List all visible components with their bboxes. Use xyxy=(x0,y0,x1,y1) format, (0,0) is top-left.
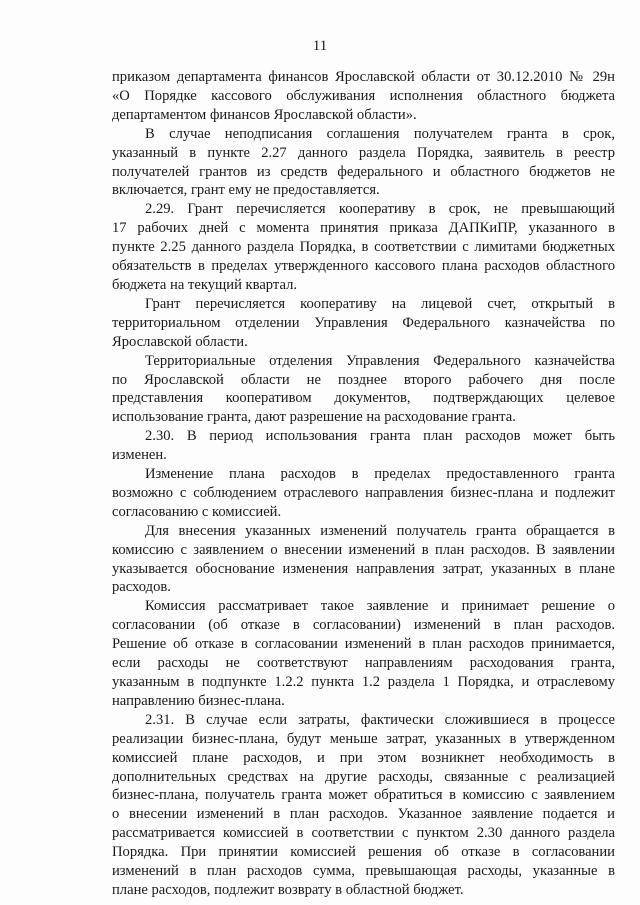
text-line: Комиссия рассматривает такое заявление и принимает решение о xyxy=(145,598,615,615)
text-line: изменен. xyxy=(112,447,167,464)
text-line: изменений в план расходов сумма, превышающая расходы, указанные в xyxy=(112,863,615,880)
document-body xyxy=(112,68,615,900)
paragraph xyxy=(112,597,615,710)
paragraph xyxy=(112,125,615,201)
text-line: 17 рабочих дней с момента принятия приказа ДАПКиПР, указанного в xyxy=(112,220,615,237)
paragraph xyxy=(112,200,615,295)
text-line: Ярославской области. xyxy=(112,333,248,350)
text-line: указанным в подпункте 1.2.2 пункта 1.2 раздела 1 Порядка, и отраслевому xyxy=(112,674,615,690)
text-line: включается, грант ему не предоставляется. xyxy=(112,182,380,199)
text-line: 2.31. В случае если затраты, фактически сложившиеся в процессе xyxy=(145,711,615,728)
paragraph xyxy=(112,465,615,522)
text-line: 2.30. В период использования гранта план расходов может быть xyxy=(145,428,615,445)
text-line: плане расходов, подлежит возврату в областной бюджет. xyxy=(112,881,464,898)
text-line: пункте 2.25 данного раздела Порядка, в соответствии с лимитами бюджетных xyxy=(112,239,615,256)
text-line: дополнительных средствах на другие расходы, связанные с реализацией xyxy=(112,768,615,785)
text-line: обязательств в пределах утвержденного кассового плана расходов областного xyxy=(112,258,615,275)
text-line: Для внесения указанных изменений получатель гранта обращается в xyxy=(145,522,615,539)
text-line: комиссией плане расходов, и при этом возникнет необходимость в xyxy=(112,749,615,766)
text-line: согласованию с комиссией. xyxy=(112,503,282,520)
paragraph xyxy=(112,427,615,465)
text-line: 2.29. Грант перечисляется кооперативу в срок, не превышающий xyxy=(145,201,615,218)
page-number: 11 xyxy=(312,38,328,54)
text-line: направлению бизнес-плана. xyxy=(112,692,285,709)
text-line: реализации бизнес-плана, будут меньше затрат, указанных в утвержденном xyxy=(112,730,615,747)
paragraph xyxy=(112,522,615,598)
text-line: Грант перечисляется кооперативу на лицевой счет, открытый в xyxy=(145,295,615,312)
text-line: приказом департамента финансов Ярославской области от 30.12.2010 № 29н xyxy=(112,69,615,85)
text-line: по Ярославской области не позднее второго рабочего дня после xyxy=(112,371,615,388)
text-line: представления кооперативом документов, подтверждающих целевое xyxy=(112,390,615,407)
text-line: бюджета на текущий квартал. xyxy=(112,276,298,293)
text-line: комиссию с заявлением о внесении изменений в план расходов. В заявлении xyxy=(112,541,615,558)
text-line: расходов. xyxy=(112,579,171,596)
paragraph xyxy=(112,352,615,428)
text-line: согласовании (об отказе в согласовании) изменений в план расходов. xyxy=(112,617,615,634)
text-line: «О Порядке кассового обслуживания исполнения областного бюджета xyxy=(112,87,615,104)
text-line: получателей грантов из средств федерального и областного бюджетов не xyxy=(112,163,615,180)
text-line: Изменение плана расходов в пределах предоставленного гранта xyxy=(145,466,615,483)
text-line: Решение об отказе в согласовании изменений в план расходов принимается, xyxy=(112,636,615,653)
text-line: территориальном отделении Управления Федерального казначейства по xyxy=(112,314,615,331)
text-line: рассматривается комиссией в соответствии с пунктом 2.30 данного раздела xyxy=(112,825,615,842)
text-line: указанный в пункте 2.27 данного раздела Порядка, заявитель в реестр xyxy=(112,144,615,161)
text-line: если расходы не соответствуют направлениям расходования гранта, xyxy=(112,655,615,672)
text-line: возможно с соблюдением отраслевого направления бизнес-плана и подлежит xyxy=(112,484,615,501)
text-line: бизнес-плана, получатель гранта может обратиться в комиссию с заявлением xyxy=(112,787,615,804)
text-line: департаментом финансов Ярославской области». xyxy=(112,106,417,123)
text-line: Порядка. При принятии комиссией решения об отказе в согласовании xyxy=(112,844,615,861)
text-line: использование гранта, дают разрешение на расходование гранта. xyxy=(112,409,516,426)
text-line: о внесении изменений в план расходов. Указанное заявление подается и xyxy=(112,806,615,823)
text-line: Территориальные отделения Управления Федерального казначейства xyxy=(145,352,615,369)
paragraph xyxy=(112,295,615,352)
text-line: указывается обоснование изменения направления затрат, указанных в плане xyxy=(112,560,615,577)
paragraph xyxy=(112,68,615,125)
paragraph xyxy=(112,711,615,900)
text-line: В случае неподписания соглашения получателем гранта в срок, xyxy=(145,125,615,142)
